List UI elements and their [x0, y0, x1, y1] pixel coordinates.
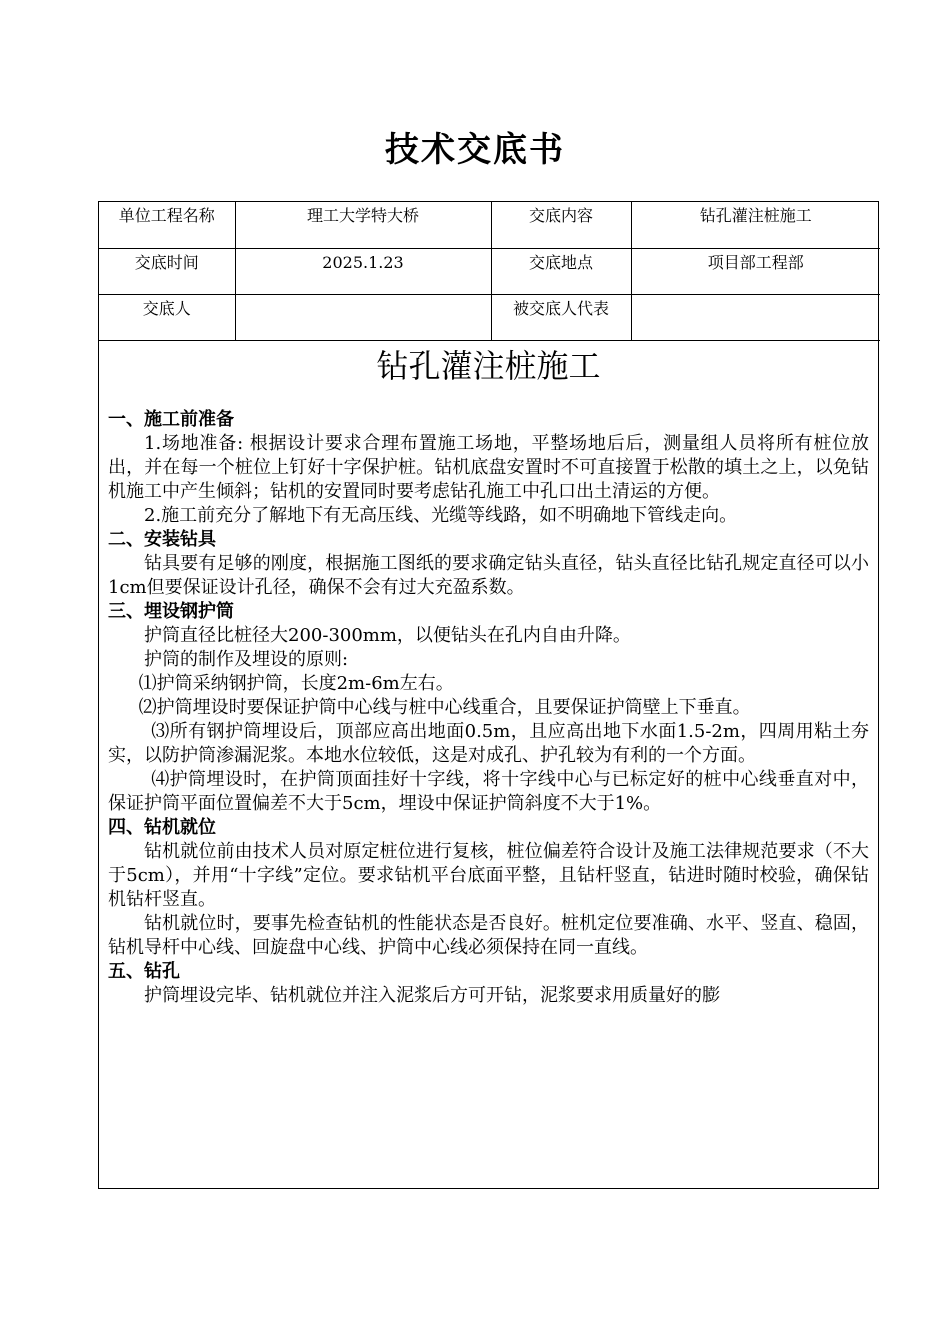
section-heading-rig-positioning: 四、钻机就位: [108, 817, 216, 838]
paragraph: 钻机就位时，要事先检查钻机的性能状态是否良好。桩机定位要准确、水平、竖直、稳固，钻机导杆中心线、回旋盘中心线、护筒中心线必须保持在同一直线。: [108, 913, 869, 958]
paragraph: ⑷护筒埋设时，在护筒顶面挂好十字线，将十字线中心与已标定好的桩中心线垂直对中，保证护筒平面位置偏差不大于5cm，埋设中保证护筒斜度不大于1%。: [108, 769, 869, 814]
document-title: 技术交底书: [385, 130, 565, 170]
header-row-project: [99, 202, 880, 248]
place-value: 项目部工程部: [631, 248, 880, 294]
paragraph: ⑶所有钢护筒埋设后，顶部应高出地面0.5m，且应高出地下水面1.5-2m，四周用粘土夯实，以防护筒渗漏泥浆。本地水位较低，这是对成孔、护孔较为有利的一个方面。: [108, 721, 869, 766]
content-value: 钻孔灌注桩施工: [631, 202, 880, 248]
paragraph: 钻具要有足够的刚度，根据施工图纸的要求确定钻头直径，钻头直径比钻孔规定直径可以小1cm但要保证设计孔径，确保不会有过大充盈系数。: [108, 553, 869, 598]
section-heading-drill-tools: 二、安装钻具: [108, 529, 216, 550]
disclosure-form: [98, 201, 879, 1189]
receiver-value: [631, 294, 880, 340]
header-row-person: [99, 294, 880, 340]
header-table: [99, 202, 880, 341]
paragraph: ⑴护筒采纳钢护筒，长度2m-6m左右。: [138, 673, 454, 694]
project-label: 单位工程名称: [99, 202, 235, 248]
time-label: 交底时间: [99, 248, 235, 294]
disclosure-content: [99, 340, 878, 1188]
paragraph: 1.场地准备: 根据设计要求合理布置施工场地，平整场地后后，测量组人员将所有桩位放出，并在每一个桩位上钉好十字保护桩。钻机底盘安置时不可直接置于松散的填土之上，以免钻机施工中产生倾斜；钻机的安置同时要考虑钻孔施工中孔口出土清运的方便。: [108, 433, 869, 502]
project-value: 理工大学特大桥: [235, 202, 491, 248]
person-label: 交底人: [99, 294, 235, 340]
paragraph: 护筒埋设完毕、钻机就位并注入泥浆后方可开钻，泥浆要求用质量好的膨: [144, 985, 720, 1006]
header-row-time: [99, 248, 880, 294]
person-value: [235, 294, 491, 340]
content-label: 交底内容: [491, 202, 631, 248]
section-heading-casing: 三、埋设钢护筒: [108, 601, 234, 622]
receiver-label: 被交底人代表: [491, 294, 631, 340]
paragraph: 钻机就位前由技术人员对原定桩位进行复核，桩位偏差符合设计及施工法律规范要求（不大于5cm），并用“十字线”定位。要求钻机平台底面平整，且钻杆竖直，钻进时随时校验，确保钻机钻杆竖直。: [108, 841, 869, 910]
paragraph: 护筒的制作及埋设的原则:: [144, 649, 349, 670]
section-heading-drilling: 五、钻孔: [108, 961, 180, 982]
time-value: 2025.1.23: [235, 248, 491, 294]
content-title: 钻孔灌注桩施工: [376, 347, 601, 385]
paragraph: 2.施工前充分了解地下有无高压线、光缆等线路，如不明确地下管线走向。: [144, 505, 738, 526]
paragraph: ⑵护筒埋设时要保证护筒中心线与桩中心线重合，且要保证护筒壁上下垂直。: [138, 697, 751, 718]
section-heading-preparation: 一、施工前准备: [108, 409, 234, 430]
place-label: 交底地点: [491, 248, 631, 294]
paragraph: 护筒直径比桩径大200-300mm，以便钻头在孔内自由升降。: [144, 625, 631, 646]
